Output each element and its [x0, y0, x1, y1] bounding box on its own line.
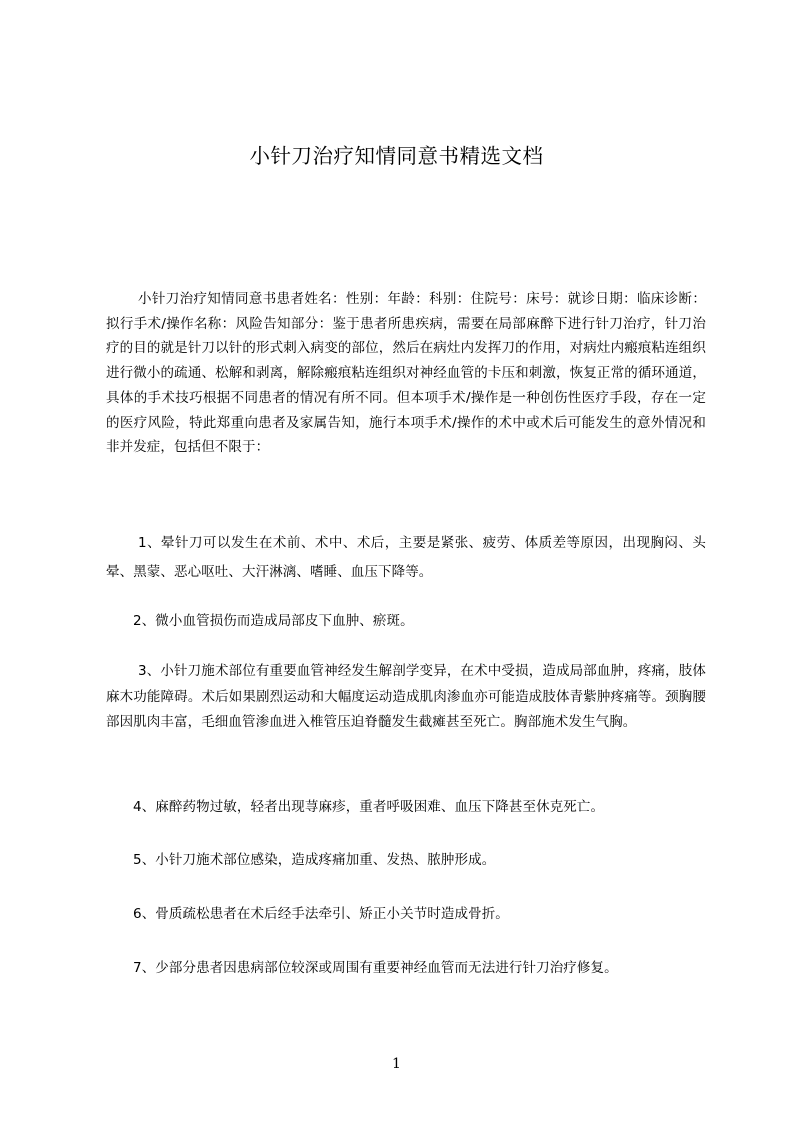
risk-item-5: 5、小针刀施术部位感染，造成疼痛加重、发热、脓肿形成。 — [133, 852, 496, 868]
risk-item-7: 7、少部分患者因患病部位较深或周围有重要神经血管而无法进行针刀治疗修复。 — [133, 960, 618, 976]
intro-paragraph: 小针刀治疗知情同意书患者姓名：性别：年龄：科别：住院号：床号：就诊日期：临床诊断：拟行手术/操作名称：风险告知部分：鉴于患者所患疾病，需要在局部麻醉下进行针刀治疗，针刀治疗的目的就是针刀以针的形式刺入病变的部位，然后在病灶内发挥刀的作用，对病灶内瘢痕粘连组织进行微小的疏通、松解和剥离，解除瘢痕粘连组织对神经血管的卡压和刺激，恢复正常的循环通道，具体的手术技巧根据不同患者的情况有所不同。但本项手术/操作是一种创伤性医疗手段，存在一定的医疗风险，特此郑重向患者及家属告知，施行本项手术/操作的术中或术后可能发生的意外情况和非并发症，包括但不限于： — [106, 291, 706, 456]
risk-item-4: 4、麻醉药物过敏，轻者出现荨麻疹，重者呼吸困难、血压下降甚至休克死亡。 — [133, 799, 605, 815]
risk-item-2: 2、微小血管损伤而造成局部皮下血肿、瘀斑。 — [133, 613, 414, 629]
risk-item-1: 1、晕针刀可以发生在术前、术中、术后，主要是紧张、疲劳、体质差等原因，出现胸闷、头晕、黑蒙、恶心呕吐、大汗淋漓、嗜睡、血压下降等。 — [106, 535, 706, 580]
risk-item-3: 3、小针刀施术部位有重要血管神经发生解剖学变异，在术中受损，造成局部血肿，疼痛，肢体麻木功能障碍。术后如果剧烈运动和大幅度运动造成肌肉渗血亦可能造成肢体青紫肿疼痛等。颈胸腰部因肌肉丰富，毛细血管渗血进入椎管压迫脊髓发生截瘫甚至死亡。胸部施术发生气胸。 — [106, 663, 706, 731]
risk-item-6: 6、骨质疏松患者在术后经手法牵引、矫正小关节时造成骨折。 — [133, 906, 509, 922]
page-title: 小针刀治疗知情同意书精选文档 — [249, 144, 544, 168]
page-number: 1 — [392, 1056, 401, 1072]
